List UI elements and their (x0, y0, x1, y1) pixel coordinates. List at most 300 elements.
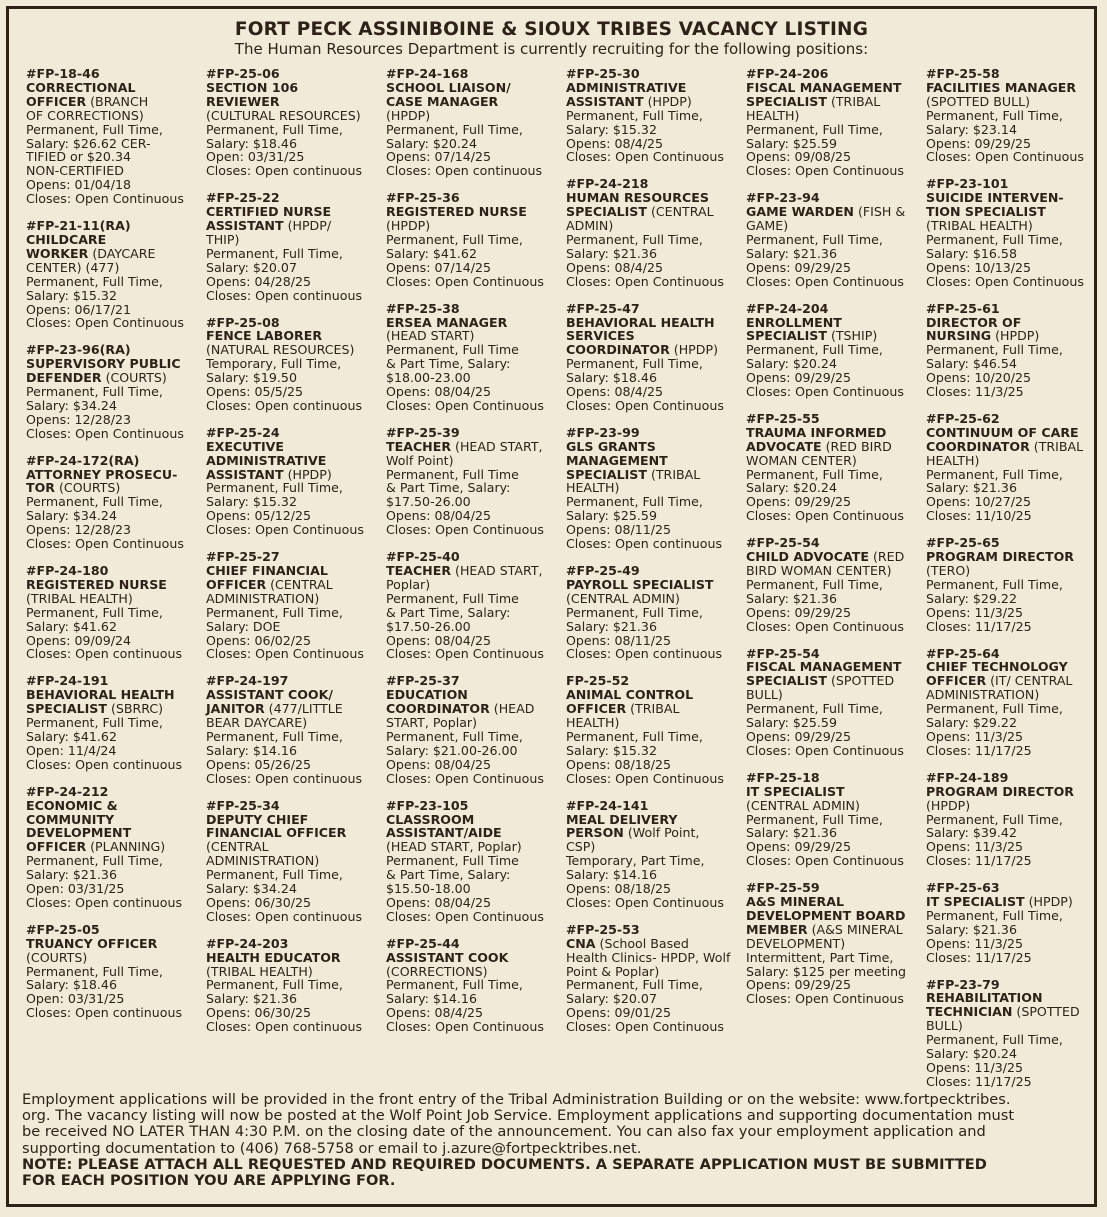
job-department: (CENTRAL (266, 576, 333, 592)
job-title-line (746, 923, 918, 937)
job-title-line (926, 205, 1098, 219)
job-title-line (926, 426, 1098, 440)
job-detail: Closes: Open Continuous (926, 273, 1084, 289)
job-detail: Closes: Open Continuous (26, 536, 184, 552)
job-detail: Salary: $21.36 (746, 245, 837, 261)
job-department: (HPDP) (1024, 894, 1073, 910)
job-detail: Closes: Open continuous (206, 908, 363, 924)
job-title-line (26, 937, 198, 951)
job-title-line (926, 329, 1098, 343)
job-title-line (566, 578, 738, 592)
job-title: CASE MANAGER (386, 93, 499, 109)
job-title: OFFICER (26, 839, 87, 855)
job-detail: Opens: 08/04/25 (386, 756, 492, 772)
job-detail: Salary: $46.54 (926, 356, 1017, 372)
job-detail: Closes: Open Continuous (566, 1019, 724, 1035)
job-title-line (926, 991, 1098, 1005)
job-detail: Closes: 11/3/25 (926, 384, 1024, 400)
job-id: #FP-25-22 (206, 190, 280, 206)
job-detail: Closes: Open Continuous (746, 991, 904, 1007)
job-title: SUICIDE INTERVEN- (926, 190, 1064, 206)
job-title: GLS GRANTS (566, 438, 656, 454)
job-detail: Opens: 09/29/25 (746, 977, 852, 993)
job-detail: Closes: Open Continuous (26, 315, 184, 331)
job-listing (566, 302, 738, 413)
job-detail: (TERO) (926, 563, 971, 578)
job-title-line (26, 702, 198, 716)
job-title: SPECIALIST (746, 328, 827, 344)
job-title-line (26, 233, 198, 247)
job-id: #FP-25-34 (206, 797, 280, 813)
job-department: (HPDP/ (283, 218, 332, 234)
job-listing (26, 343, 198, 440)
job-title-line (206, 95, 378, 109)
job-detail: Permanent, Full Time, (746, 576, 883, 592)
job-title: SUPERVISORY PUBLIC (26, 356, 181, 372)
job-detail: Salary: $18.46 (26, 977, 117, 993)
job-title: TRUANCY OFFICER (26, 935, 158, 951)
job-detail: Closes: Open continuous (26, 894, 183, 910)
job-id: #FP-25-58 (926, 66, 1000, 81)
job-detail: Salary: $26.62 CER- (26, 135, 151, 151)
job-detail: Opens: 11/3/25 (926, 728, 1023, 744)
job-detail: Closes: Open Continuous (566, 894, 724, 910)
job-id: #FP-24-218 (566, 176, 649, 192)
footer-note-line: NOTE: PLEASE ATTACH ALL REQUESTED AND REQUIRED DOCUMENTS. A SEPARATE APPLICATION MUST BE SUBMITTED (22, 1155, 987, 1173)
job-department: (477/LITTLE (264, 701, 343, 717)
job-detail: Permanent, Full Time, (926, 107, 1063, 123)
job-listing (386, 67, 558, 178)
job-title-line (26, 799, 198, 813)
job-detail: Salary: $25.59 (566, 508, 657, 524)
job-detail: Opens: 05/5/25 (206, 384, 303, 400)
job-id: #FP-25-24 (206, 424, 280, 440)
job-department: (HPDP) (283, 466, 332, 482)
job-title: SPECIALIST (566, 204, 647, 220)
job-title-line (746, 909, 918, 923)
job-detail: Open: 11/4/24 (26, 742, 117, 758)
job-title: ADVOCATE (746, 438, 822, 454)
job-detail: Salary: $21.36 (566, 618, 657, 634)
footer-text-line: org. The vacancy listing will now be posted at the Wolf Point Job Service. Employment applications and supporting documentation must (22, 1107, 1015, 1125)
job-detail: Opens: 09/29/25 (746, 259, 852, 275)
job-detail: CSP) (566, 839, 596, 855)
job-detail: Closes: Open Continuous (746, 742, 904, 758)
job-title-line (386, 951, 558, 965)
job-listing (926, 67, 1098, 164)
job-detail: Opens: 01/04/18 (26, 177, 132, 193)
job-detail: Closes: Open Continuous (26, 425, 184, 441)
job-detail: Permanent, Full Time, (26, 121, 163, 137)
footer-text-line: supporting documentation to (406) 768-5758 or email to j.azure@fortpecktribes.net. (22, 1139, 642, 1157)
job-detail: Closes: Open Continuous (746, 853, 904, 869)
job-id: #FP-25-44 (386, 935, 460, 951)
job-title: COORDINATOR (386, 701, 490, 717)
job-detail: Closes: Open Continuous (746, 508, 904, 524)
job-title: EXECUTIVE (206, 438, 285, 454)
job-title: ASSISTANT COOK (386, 949, 509, 965)
footer-text-line: be received NO LATER THAN 4:30 P.M. on the closing date of the announcement. You can also fax your employment application and (22, 1123, 986, 1141)
job-detail: Permanent, Full Time, (566, 728, 703, 744)
job-title: BEHAVIORAL HEALTH (566, 314, 715, 330)
job-id: #FP-25-62 (926, 410, 1000, 426)
job-detail: Salary: $21.36 (26, 867, 117, 883)
job-detail: Permanent, Full Time, (746, 121, 883, 137)
job-title: CHILDCARE (26, 231, 107, 247)
job-title: GAME WARDEN (746, 204, 854, 220)
job-title: CONTINUUM OF CARE (926, 424, 1079, 440)
job-detail: (CENTRAL ADMIN) (746, 797, 860, 813)
job-title-line (926, 81, 1098, 95)
job-department: (COURTS) (101, 370, 167, 386)
job-detail: Opens: 08/04/25 (386, 894, 492, 910)
footer-text-line: Employment applications will be provided in the front entry of the Tribal Administration Building or on the website: www.fortpecktribes. (22, 1091, 1011, 1108)
job-title: ASSISTANT/AIDE (386, 825, 502, 841)
job-listing (386, 302, 558, 413)
job-detail: Opens: 09/01/25 (566, 1005, 672, 1021)
job-title-line (26, 371, 198, 385)
job-detail: Closes: Open continuous (26, 1005, 183, 1021)
job-detail: Opens: 10/20/25 (926, 370, 1032, 386)
job-title-line (566, 95, 738, 109)
job-detail: Closes: Open Continuous (386, 646, 544, 662)
job-title: TEACHER (386, 563, 452, 578)
job-detail: Salary: $15.32 (206, 494, 297, 510)
job-detail: Closes: 11/17/25 (926, 618, 1032, 634)
job-id: #FP-24-141 (566, 797, 649, 813)
job-title-line (566, 191, 738, 205)
job-title: FINANCIAL OFFICER (206, 825, 347, 841)
job-department: (SPOTTED (1012, 1004, 1080, 1020)
job-detail: HEALTH) (566, 715, 620, 731)
job-title-line (206, 81, 378, 95)
job-detail: Closes: Open Continuous (566, 397, 724, 413)
job-detail: Closes: Open continuous (206, 397, 363, 413)
job-detail: Permanent, Full Time, (206, 245, 343, 261)
job-title: IT SPECIALIST (926, 894, 1025, 910)
job-detail: Closes: Open Continuous (386, 397, 544, 413)
job-title: DEVELOPMENT BOARD (746, 907, 906, 923)
job-title-line (566, 937, 738, 951)
job-detail: Point & Poplar) (566, 963, 660, 979)
job-listing (926, 978, 1098, 1089)
job-department: (TRIBAL (626, 701, 680, 717)
job-detail: Closes: Open Continuous (926, 149, 1084, 165)
job-detail: Opens: 08/18/25 (566, 756, 672, 772)
job-title-line (206, 564, 378, 578)
job-detail: Permanent, Full Time, (206, 480, 343, 496)
job-detail: Salary: $20.24 (926, 1046, 1017, 1062)
job-detail: Salary: $41.62 (386, 245, 477, 261)
job-detail: Temporary, Full Time, (206, 356, 342, 372)
job-title-line (26, 813, 198, 827)
job-department: (HEAD START, (451, 438, 543, 454)
job-detail: Poplar) (386, 576, 431, 592)
job-detail: (NATURAL RESOURCES) (206, 342, 355, 358)
page-subtitle: The Human Resources Department is currently recruiting for the following positions: (234, 40, 869, 58)
job-department: (TRIBAL (646, 466, 701, 482)
job-detail: Opens: 12/28/23 (26, 522, 132, 538)
job-id: #FP-24-168 (386, 66, 469, 81)
job-detail: & Part Time, Salary: (386, 480, 511, 496)
job-detail: (HPDP) (386, 218, 431, 234)
job-title: TION SPECIALIST (926, 204, 1046, 220)
job-id: #FP-23-101 (926, 176, 1009, 192)
job-title: PROGRAM DIRECTOR (926, 783, 1075, 799)
job-detail: Closes: Open Continuous (206, 522, 364, 538)
job-detail: Permanent, Full Time, (206, 867, 343, 883)
job-id: #FP-24-180 (26, 563, 109, 578)
job-detail: Open: 03/31/25 (206, 149, 305, 165)
job-listing (206, 550, 378, 661)
job-detail: Closes: Open continuous (206, 770, 363, 786)
job-title: FISCAL MANAGEMENT (746, 659, 902, 675)
job-department: (COURTS) (55, 480, 121, 496)
job-detail: (CENTRAL (206, 839, 269, 855)
job-title: ERSEA MANAGER (386, 314, 508, 330)
job-title-line (746, 329, 918, 343)
job-detail: Opens: 09/08/25 (746, 149, 852, 165)
job-title-line (746, 550, 918, 564)
job-department: (FISH & (853, 204, 906, 220)
job-title-line (206, 826, 378, 840)
job-detail: Salary: $34.24 (26, 508, 117, 524)
job-detail: Salary: $21.36 (926, 921, 1017, 937)
job-title: REVIEWER (206, 93, 280, 109)
job-detail: Opens: 11/3/25 (926, 935, 1023, 951)
job-title-line (386, 826, 558, 840)
job-title-line (566, 813, 738, 827)
job-detail: Opens: 09/29/25 (746, 604, 852, 620)
job-listing (746, 412, 918, 523)
job-detail: BULL) (746, 687, 783, 703)
job-detail: Opens: 09/29/25 (746, 494, 852, 510)
job-listing (26, 674, 198, 771)
job-listing (206, 67, 378, 178)
job-detail: Salary: $20.24 (746, 356, 837, 372)
job-detail: Closes: Open continuous (26, 646, 183, 662)
job-title-line (926, 316, 1098, 330)
job-detail: $17.50-26.00 (386, 494, 471, 510)
job-title: HEALTH EDUCATOR (206, 949, 341, 965)
job-title-line (746, 95, 918, 109)
job-detail: Permanent, Full Time, (566, 356, 703, 372)
job-detail: Salary: $16.58 (926, 245, 1017, 261)
job-listing (566, 67, 738, 164)
job-detail: Opens: 09/29/25 (926, 135, 1032, 151)
job-title: ATTORNEY PROSECU- (26, 466, 178, 482)
column-1 (26, 67, 198, 1033)
job-department: (TRIBAL (826, 93, 881, 109)
job-detail: (CORRECTIONS) (386, 963, 488, 979)
job-id: #FP-25-54 (746, 645, 820, 661)
job-id: #FP-21-11(RA) (26, 218, 131, 234)
job-title: BEHAVIORAL HEALTH (26, 687, 175, 703)
job-title-line (26, 357, 198, 371)
job-listing (26, 219, 198, 330)
job-department: (CENTRAL (646, 204, 714, 220)
job-title-line (566, 81, 738, 95)
job-detail: Salary: $21.36 (746, 825, 837, 841)
job-detail: Opens: 11/3/25 (926, 604, 1023, 620)
job-listing (746, 536, 918, 633)
job-id: #FP-25-05 (26, 921, 100, 937)
job-title: COMMUNITY (26, 811, 115, 827)
job-detail: Permanent, Full Time, (926, 701, 1063, 717)
job-detail: Salary: $18.46 (566, 370, 657, 386)
job-title: ASSISTANT COOK/ (206, 687, 333, 703)
job-detail: Closes: Open Continuous (746, 163, 904, 179)
job-id: #FP-25-40 (386, 549, 460, 565)
job-title: ANIMAL CONTROL (566, 687, 694, 703)
job-detail: Opens: 08/11/25 (566, 632, 672, 648)
job-listing (926, 771, 1098, 868)
job-department: (BRANCH (86, 93, 149, 109)
job-detail: Opens: 11/3/25 (926, 839, 1023, 855)
job-title-line (386, 702, 558, 716)
job-title-line (26, 688, 198, 702)
job-id: #FP-24-189 (926, 769, 1009, 785)
job-detail: Permanent, Full Time, (746, 811, 883, 827)
job-detail: Permanent, Full Time, (926, 1032, 1063, 1048)
job-title: ENROLLMENT (746, 314, 842, 330)
job-detail: Closes: Open Continuous (566, 770, 724, 786)
job-listing (206, 426, 378, 537)
job-detail: Opens: 10/13/25 (926, 259, 1032, 275)
column-6 (926, 67, 1098, 1102)
job-title: MEMBER (746, 921, 808, 937)
job-detail: Closes: Open Continuous (386, 908, 544, 924)
job-listing (386, 191, 558, 288)
job-detail: Opens: 11/3/25 (926, 1060, 1023, 1075)
job-detail: (CENTRAL ADMIN) (566, 590, 680, 606)
job-detail: Opens: 08/4/25 (566, 135, 663, 151)
job-title: ASSISTANT (206, 466, 284, 482)
job-title-line (206, 440, 378, 454)
job-department: (HPDP) (669, 342, 718, 358)
job-detail: HEALTH) (746, 107, 800, 123)
job-title-line (206, 688, 378, 702)
job-detail: Permanent, Full Time, (566, 494, 703, 510)
job-title: A&S MINERAL (746, 894, 845, 910)
job-detail: Salary: $20.07 (566, 991, 657, 1007)
job-detail: (HPDP) (386, 107, 431, 123)
job-department: (TSHIP) (826, 328, 878, 344)
job-detail: ADMIN) (566, 218, 614, 234)
job-title: DEFENDER (26, 370, 102, 386)
job-title-line (206, 219, 378, 233)
job-title-line (566, 688, 738, 702)
job-id: #FP-25-36 (386, 190, 460, 206)
job-detail: Closes: Open Continuous (746, 384, 904, 400)
job-detail: Opens: 08/04/25 (386, 384, 492, 400)
job-detail: Permanent, Full Time, (26, 853, 163, 869)
job-title-line (206, 578, 378, 592)
job-title: CNA (566, 935, 596, 951)
job-detail: Opens: 08/4/25 (566, 259, 663, 275)
job-department: (RED (868, 549, 905, 565)
job-detail: Opens: 08/18/25 (566, 881, 672, 897)
job-detail: Permanent, Full Time, (566, 604, 703, 620)
job-title: ASSISTANT (206, 218, 284, 234)
job-title-line (746, 674, 918, 688)
job-detail: Salary: $23.14 (926, 121, 1017, 137)
job-detail: Permanent, Full Time, (566, 977, 703, 993)
job-detail: Permanent, Full Time, (26, 604, 163, 620)
job-detail: Closes: Open Continuous (566, 149, 724, 165)
job-id: #FP-24-204 (746, 300, 829, 316)
job-detail: Permanent, Full Time, (926, 907, 1063, 923)
job-title-line (26, 840, 198, 854)
job-listing (566, 799, 738, 910)
job-title: CLASSROOM (386, 811, 475, 827)
job-listing (746, 771, 918, 868)
job-id: #FP-23-99 (566, 424, 640, 440)
job-id: #FP-25-63 (926, 880, 1000, 896)
job-detail: Permanent, Full Time, (746, 231, 883, 247)
job-listing (926, 177, 1098, 288)
job-title-line (566, 826, 738, 840)
job-detail: ADMINISTRATION) (206, 590, 320, 606)
job-detail: Salary: $41.62 (26, 728, 117, 744)
job-listing (566, 564, 738, 661)
job-title-line (26, 247, 198, 261)
job-id: #FP-25-59 (746, 880, 820, 896)
job-detail: Permanent, Full Time (386, 590, 519, 606)
job-id: #FP-25-18 (746, 769, 820, 785)
job-title-line (926, 1005, 1098, 1019)
job-id: #FP-25-61 (926, 300, 1000, 316)
job-title-line (206, 951, 378, 965)
job-detail: Permanent, Full Time, (926, 466, 1063, 482)
job-title: FISCAL MANAGEMENT (746, 79, 902, 95)
job-detail: Closes: Open continuous (566, 536, 723, 552)
footer (22, 1092, 1072, 1189)
job-title: CHILD ADVOCATE (746, 549, 869, 565)
job-title: DEPUTY CHIEF (206, 811, 309, 827)
job-department: (SBRRC) (106, 701, 164, 717)
job-detail: Closes: 11/17/25 (926, 1073, 1032, 1089)
column-2 (206, 67, 378, 1047)
job-detail: Salary: $125 per meeting (746, 963, 907, 979)
job-detail: (CULTURAL RESOURCES) (206, 107, 361, 123)
job-detail: Closes: Open continuous (386, 163, 543, 179)
job-listing (566, 177, 738, 288)
job-detail: Salary: $20.24 (386, 135, 477, 151)
job-listing (386, 426, 558, 537)
job-title-line (926, 895, 1098, 909)
job-detail: Salary: $21.00-26.00 (386, 742, 518, 758)
job-id: #FP-25-53 (566, 921, 640, 937)
job-id: #FP-25-27 (206, 549, 280, 565)
job-detail: Salary: $21.36 (206, 991, 297, 1007)
job-id: #FP-25-08 (206, 314, 280, 330)
job-detail: (COURTS) (26, 949, 88, 965)
job-detail: Salary: $41.62 (26, 618, 117, 634)
job-detail: Opens: 06/30/25 (206, 894, 312, 910)
job-department: (HPDP) (643, 93, 692, 109)
job-title-line (26, 81, 198, 95)
job-listing (386, 937, 558, 1034)
job-detail: Opens: 05/12/25 (206, 508, 312, 524)
job-detail: Opens: 09/29/25 (746, 370, 852, 386)
job-title: PROGRAM DIRECTOR (926, 549, 1075, 565)
job-title: TOR (26, 480, 55, 496)
job-detail: Salary: $15.32 (566, 121, 657, 137)
job-listing (926, 881, 1098, 964)
job-listing (386, 799, 558, 924)
job-title-line (926, 660, 1098, 674)
